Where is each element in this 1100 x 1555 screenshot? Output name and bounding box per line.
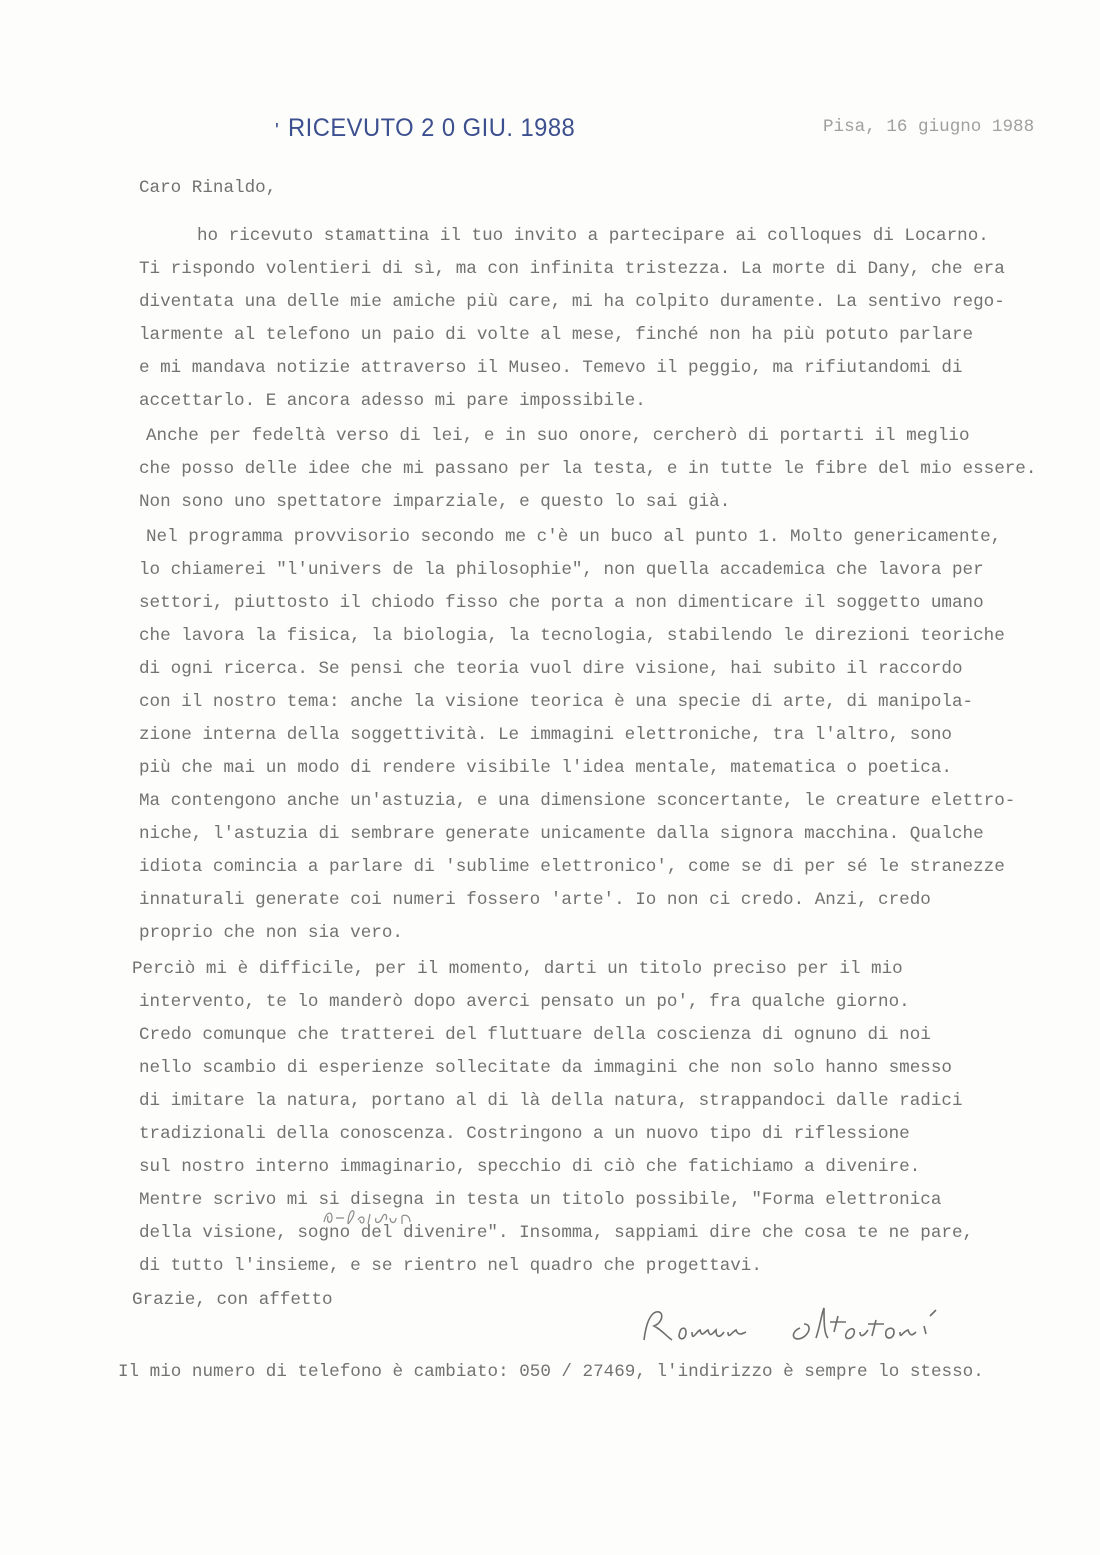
dateline: Pisa, 16 giugno 1988 — [823, 117, 1035, 137]
letter-line: tradizionali della conoscenza. Costringono a un nuovo tipo di riflessione — [139, 1124, 910, 1144]
letter-line: diventata una delle mie amiche più care, mi ha colpito duramente. La sentivo rego- — [139, 292, 1005, 312]
letter-line: Anche per fedeltà verso di lei, e in suo onore, cercherò di portarti il meglio — [146, 426, 970, 446]
letter-line: Credo comunque che tratterei del fluttuare della coscienza di ognuno di noi — [139, 1025, 931, 1045]
letter-line: più che mai un modo di rendere visibile l'idea mentale, matematica o poetica. — [139, 758, 952, 778]
letter-line: Perciò mi è difficile, per il momento, darti un titolo preciso per il mio — [132, 959, 903, 979]
letter-line: di tutto l'insieme, e se rientro nel quadro che progettavi. — [139, 1256, 762, 1276]
salutation: Caro Rinaldo, — [139, 178, 277, 198]
letter-line: sul nostro interno immaginario, specchio di ciò che fatichiamo a divenire. — [139, 1157, 921, 1177]
letter-line: innaturali generate coi numeri fossero 'arte'. Io non ci credo. Anzi, credo — [139, 890, 931, 910]
letter-line: e mi mandava notizie attraverso il Museo. Temevo il peggio, ma rifiutandomi di — [139, 358, 963, 378]
stamp-tick: ' — [275, 120, 279, 142]
letter-line: che posso delle idee che mi passano per la testa, e in tutte le fibre del mio essere. — [139, 459, 1037, 479]
letter-line: nello scambio di esperienze sollecitate da immagini che non solo hanno smesso — [139, 1058, 952, 1078]
letter-line: idiota comincia a parlare di 'sublime elettronico', come se di per sé le stranezze — [139, 857, 1005, 877]
letter-line: di ogni ricerca. Se pensi che teoria vuol dire visione, hai subito il raccordo — [139, 659, 963, 679]
letter-line: con il nostro tema: anche la visione teorica è una specie di arte, di manipola- — [139, 692, 974, 712]
letter-line: intervento, te lo manderò dopo averci pensato un po', fra qualche giorno. — [139, 992, 910, 1012]
received-stamp: RICEVUTO 2 0 GIU. 1988 — [288, 114, 576, 142]
letter-line: di imitare la natura, portano al di là della natura, strappandoci dalle radici — [139, 1091, 963, 1111]
letter-line: della visione, sogno del divenire". Insomma, sappiami dire che cosa te ne pare, — [139, 1223, 974, 1243]
letter-line: Ti rispondo volentieri di sì, ma con infinita tristezza. La morte di Dany, che era — [139, 259, 1005, 279]
letter-line: Mentre scrivo mi si disegna in testa un titolo possibile, "Forma elettronica — [139, 1190, 942, 1210]
letter-line: lo chiamerei "l'univers de la philosophie", non quella accademica che lavora per — [139, 560, 984, 580]
closing: Grazie, con affetto — [132, 1290, 333, 1310]
letter-line: proprio che non sia vero. — [139, 923, 403, 943]
handwritten-signature — [640, 1302, 970, 1352]
letter-line: accettarlo. E ancora adesso mi pare impossibile. — [139, 391, 646, 411]
letter-line: zione interna della soggettività. Le immagini elettroniche, tra l'altro, sono — [139, 725, 952, 745]
letter-line: larmente al telefono un paio di volte al mese, finché non ha più potuto parlare — [139, 325, 974, 345]
letter-line: settori, piuttosto il chiodo fisso che porta a non dimenticare il soggetto umano — [139, 593, 984, 613]
letter-line: niche, l'astuzia di sembrare generate unicamente dalla signora macchina. Qualche — [139, 824, 984, 844]
letter-line: Nel programma provvisorio secondo me c'è un buco al punto 1. Molto genericamente, — [146, 527, 1002, 547]
letter-line: ho ricevuto stamattina il tuo invito a partecipare ai colloques di Locarno. — [197, 226, 989, 246]
footer-note: Il mio numero di telefono è cambiato: 050 / 27469, l'indirizzo è sempre lo stesso. — [118, 1362, 984, 1382]
letter-line: Non sono uno spettatore imparziale, e questo lo sai già. — [139, 492, 731, 512]
letter-line: che lavora la fisica, la biologia, la tecnologia, stabilendo le direzioni teoriche — [139, 626, 1005, 646]
handwritten-insert — [318, 1202, 438, 1232]
letter-line: Ma contengono anche un'astuzia, e una dimensione sconcertante, le creature elettro- — [139, 791, 1016, 811]
